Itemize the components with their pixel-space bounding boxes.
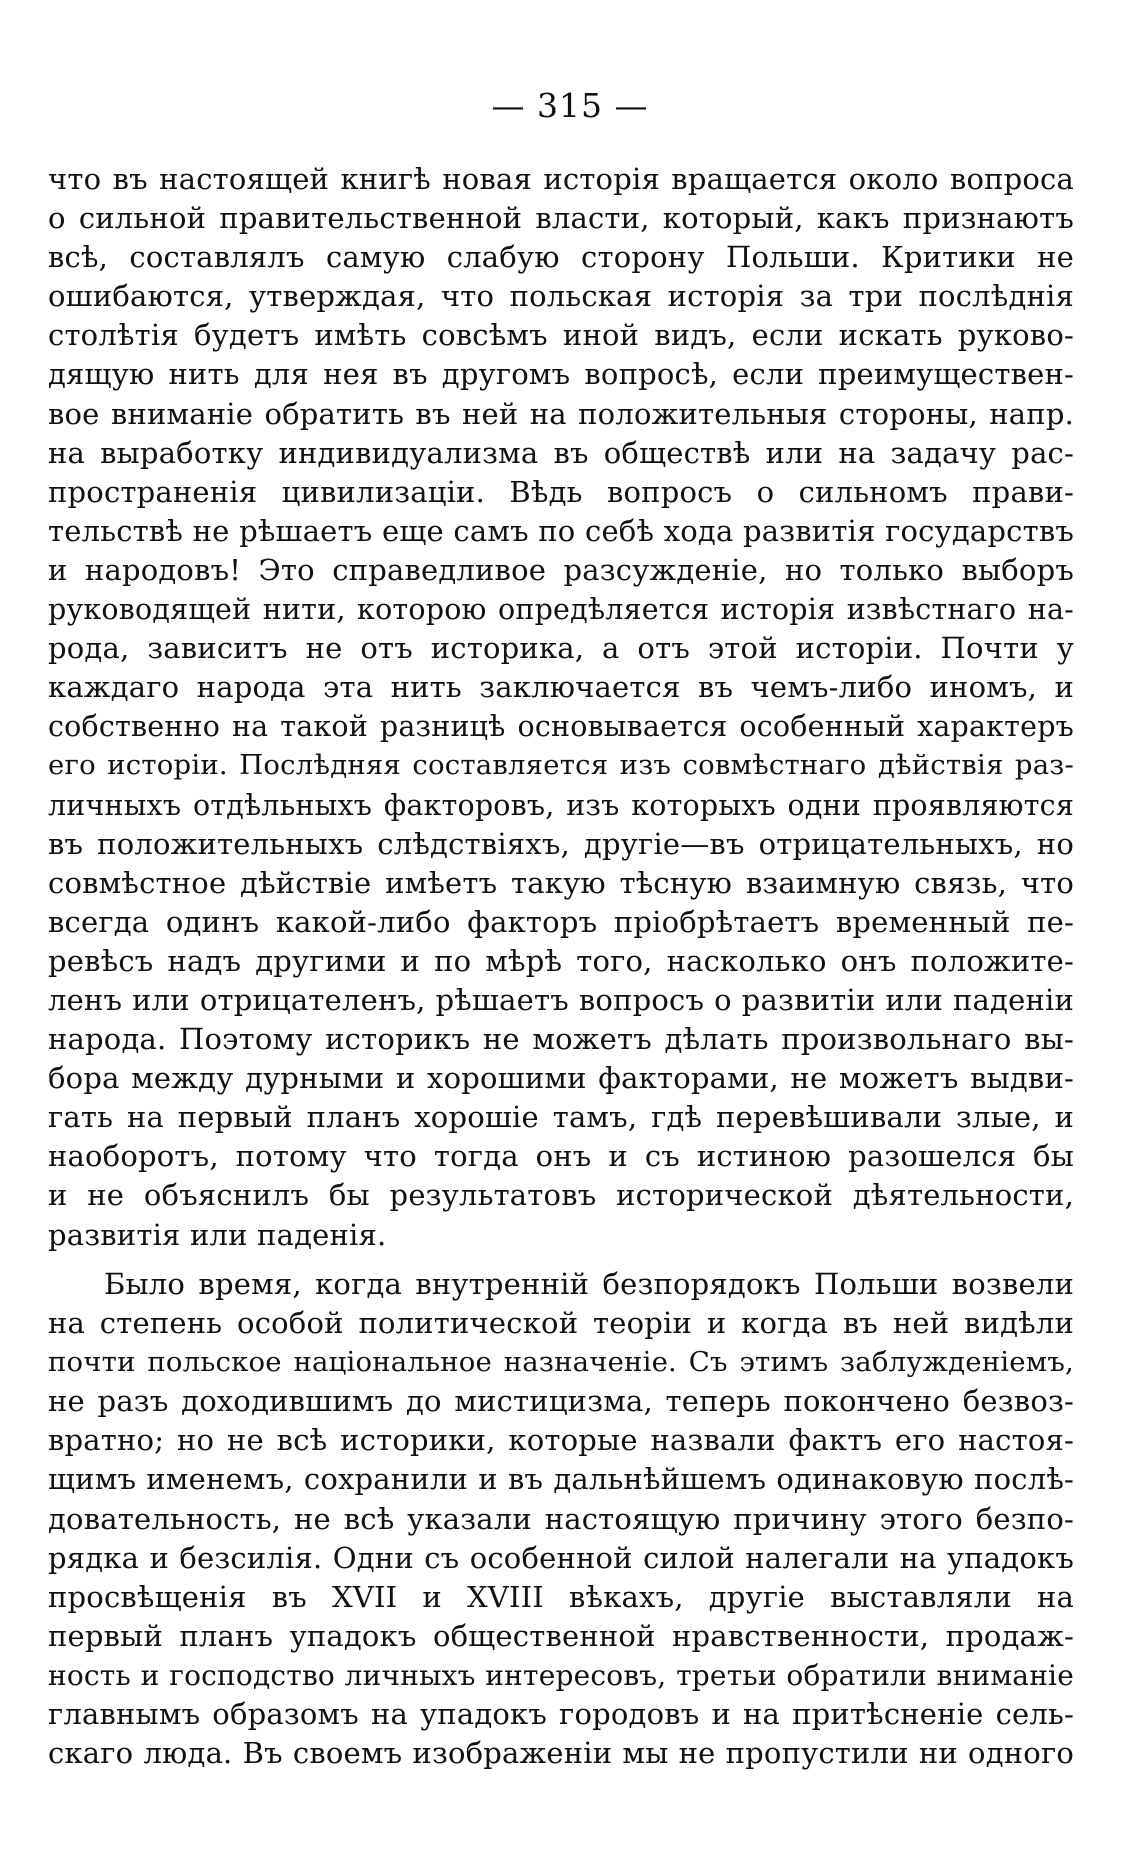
text-line: скаго люда. Въ своемъ изображеніи мы не пропустили ни одного bbox=[48, 1736, 1074, 1771]
text-line: рядка и безсилія. Одни съ особенной силой налегали на упадокъ bbox=[48, 1540, 1074, 1575]
text-line: развитія или паденія. bbox=[48, 1217, 387, 1252]
text-line: ревѣсъ надъ другими и по мѣрѣ того, насколько онъ положите- bbox=[48, 943, 1074, 978]
text-line: всегда одинъ какой-либо факторъ пріобрѣтаетъ временный пе- bbox=[48, 904, 1074, 939]
text-line: главнымъ образомъ на упадокъ городовъ и на притѣсненіе сель- bbox=[48, 1697, 1074, 1732]
text-line: ошибаются, утверждая, что польская исторія за три послѣднія bbox=[48, 279, 1074, 314]
text-line: его исторіи. Послѣдняя составляется изъ совмѣстнаго дѣйствія раз- bbox=[48, 749, 1074, 782]
text-line: Было время, когда внутренній безпорядокъ Польши возвели bbox=[104, 1267, 1074, 1301]
text-line: совмѣстное дѣйствіе имѣетъ такую тѣсную взаимную связь, что bbox=[48, 865, 1074, 900]
text-line: на выработку индивидуализма въ обществѣ или на задачу рас- bbox=[48, 435, 1074, 470]
text-line: вое вниманіе обратить въ ней на положительныя стороны, напр. bbox=[48, 396, 1074, 431]
text-line: первый планъ упадокъ общественной нравственности, продаж- bbox=[48, 1618, 1074, 1653]
text-line: дящую нить для нея въ другомъ вопросѣ, если преимуществен- bbox=[48, 357, 1074, 392]
page-number: — 315 — bbox=[491, 86, 649, 125]
text-line: руководящей нити, которою опредѣляется исторія извѣстнаго на- bbox=[48, 593, 1074, 627]
text-line: тельствѣ не рѣшаетъ еще самъ по себѣ хода развитія государствъ bbox=[48, 513, 1074, 548]
text-line: почти польское національное назначеніе. Съ этимъ заблужденіемъ, bbox=[48, 1346, 1074, 1379]
text-line: пространенія цивилизаціи. Вѣдь вопросъ о сильномъ прави- bbox=[48, 474, 1074, 509]
text-line: гать на первый планъ хорошіе тамъ, гдѣ перевѣшивали злые, и bbox=[48, 1100, 1074, 1135]
text-line: личныхъ отдѣльныхъ факторовъ, изъ которыхъ одни проявляются bbox=[48, 788, 1074, 822]
text-line: и народовъ! Это справедливое разсужденіе, но только выборъ bbox=[48, 552, 1074, 587]
text-line: ленъ или отрицателенъ, рѣшаетъ вопросъ о развитіи или паденіи bbox=[48, 982, 1074, 1017]
text-line: всѣ, составлялъ самую слабую сторону Польши. Критики не bbox=[48, 240, 1074, 275]
text-line: просвѣщенія въ XVII и XVIII вѣкахъ, другіе выставляли на bbox=[48, 1579, 1074, 1614]
text-line: и не объяснилъ бы результатовъ исторической дѣятельности, bbox=[48, 1178, 1074, 1213]
text-line: каждаго народа эта нить заключается въ чемъ-либо иномъ, и bbox=[48, 670, 1074, 705]
text-line: наоборотъ, потому что тогда онъ и съ истиною разошелся бы bbox=[48, 1139, 1074, 1174]
text-line: въ положительныхъ слѣдствіяхъ, другіе—въ отрицательныхъ, но bbox=[48, 826, 1074, 861]
text-line: о сильной правительственной власти, который, какъ признаютъ bbox=[48, 201, 1074, 236]
text-line: довательность, не всѣ указали настоящую причину этого безпо- bbox=[48, 1501, 1074, 1536]
text-line: ность и господство личныхъ интересовъ, третьи обратили вниманіе bbox=[48, 1658, 1074, 1692]
text-line: не разъ доходившимъ до мистицизма, теперь покончено безвоз- bbox=[48, 1384, 1074, 1419]
text-line: рода, зависитъ не отъ историка, а отъ этой исторіи. Почти у bbox=[48, 631, 1074, 666]
paragraph-1 bbox=[48, 160, 1074, 1255]
text-line: народа. Поэтому историкъ не можетъ дѣлать произвольнаго вы- bbox=[48, 1022, 1074, 1057]
text-line: что въ настоящей книгѣ новая исторія вращается около вопроса bbox=[48, 162, 1074, 196]
paragraph-2 bbox=[48, 1265, 1074, 1773]
text-line: вратно; но не всѣ историки, которые назвали фактъ его настоя- bbox=[48, 1423, 1074, 1458]
text-line: щимъ именемъ, сохранили и въ дальнѣйшемъ одинаковую послѣ- bbox=[48, 1462, 1074, 1497]
text-line: столѣтія будетъ имѣть совсѣмъ иной видъ, если искать руково- bbox=[48, 318, 1074, 353]
text-line: бора между дурными и хорошими факторами, не можетъ выдви- bbox=[48, 1061, 1074, 1096]
text-line: на степень особой политической теоріи и когда въ ней видѣли bbox=[48, 1306, 1074, 1341]
text-line: собственно на такой разницѣ основывается особенный характеръ bbox=[48, 710, 1074, 744]
